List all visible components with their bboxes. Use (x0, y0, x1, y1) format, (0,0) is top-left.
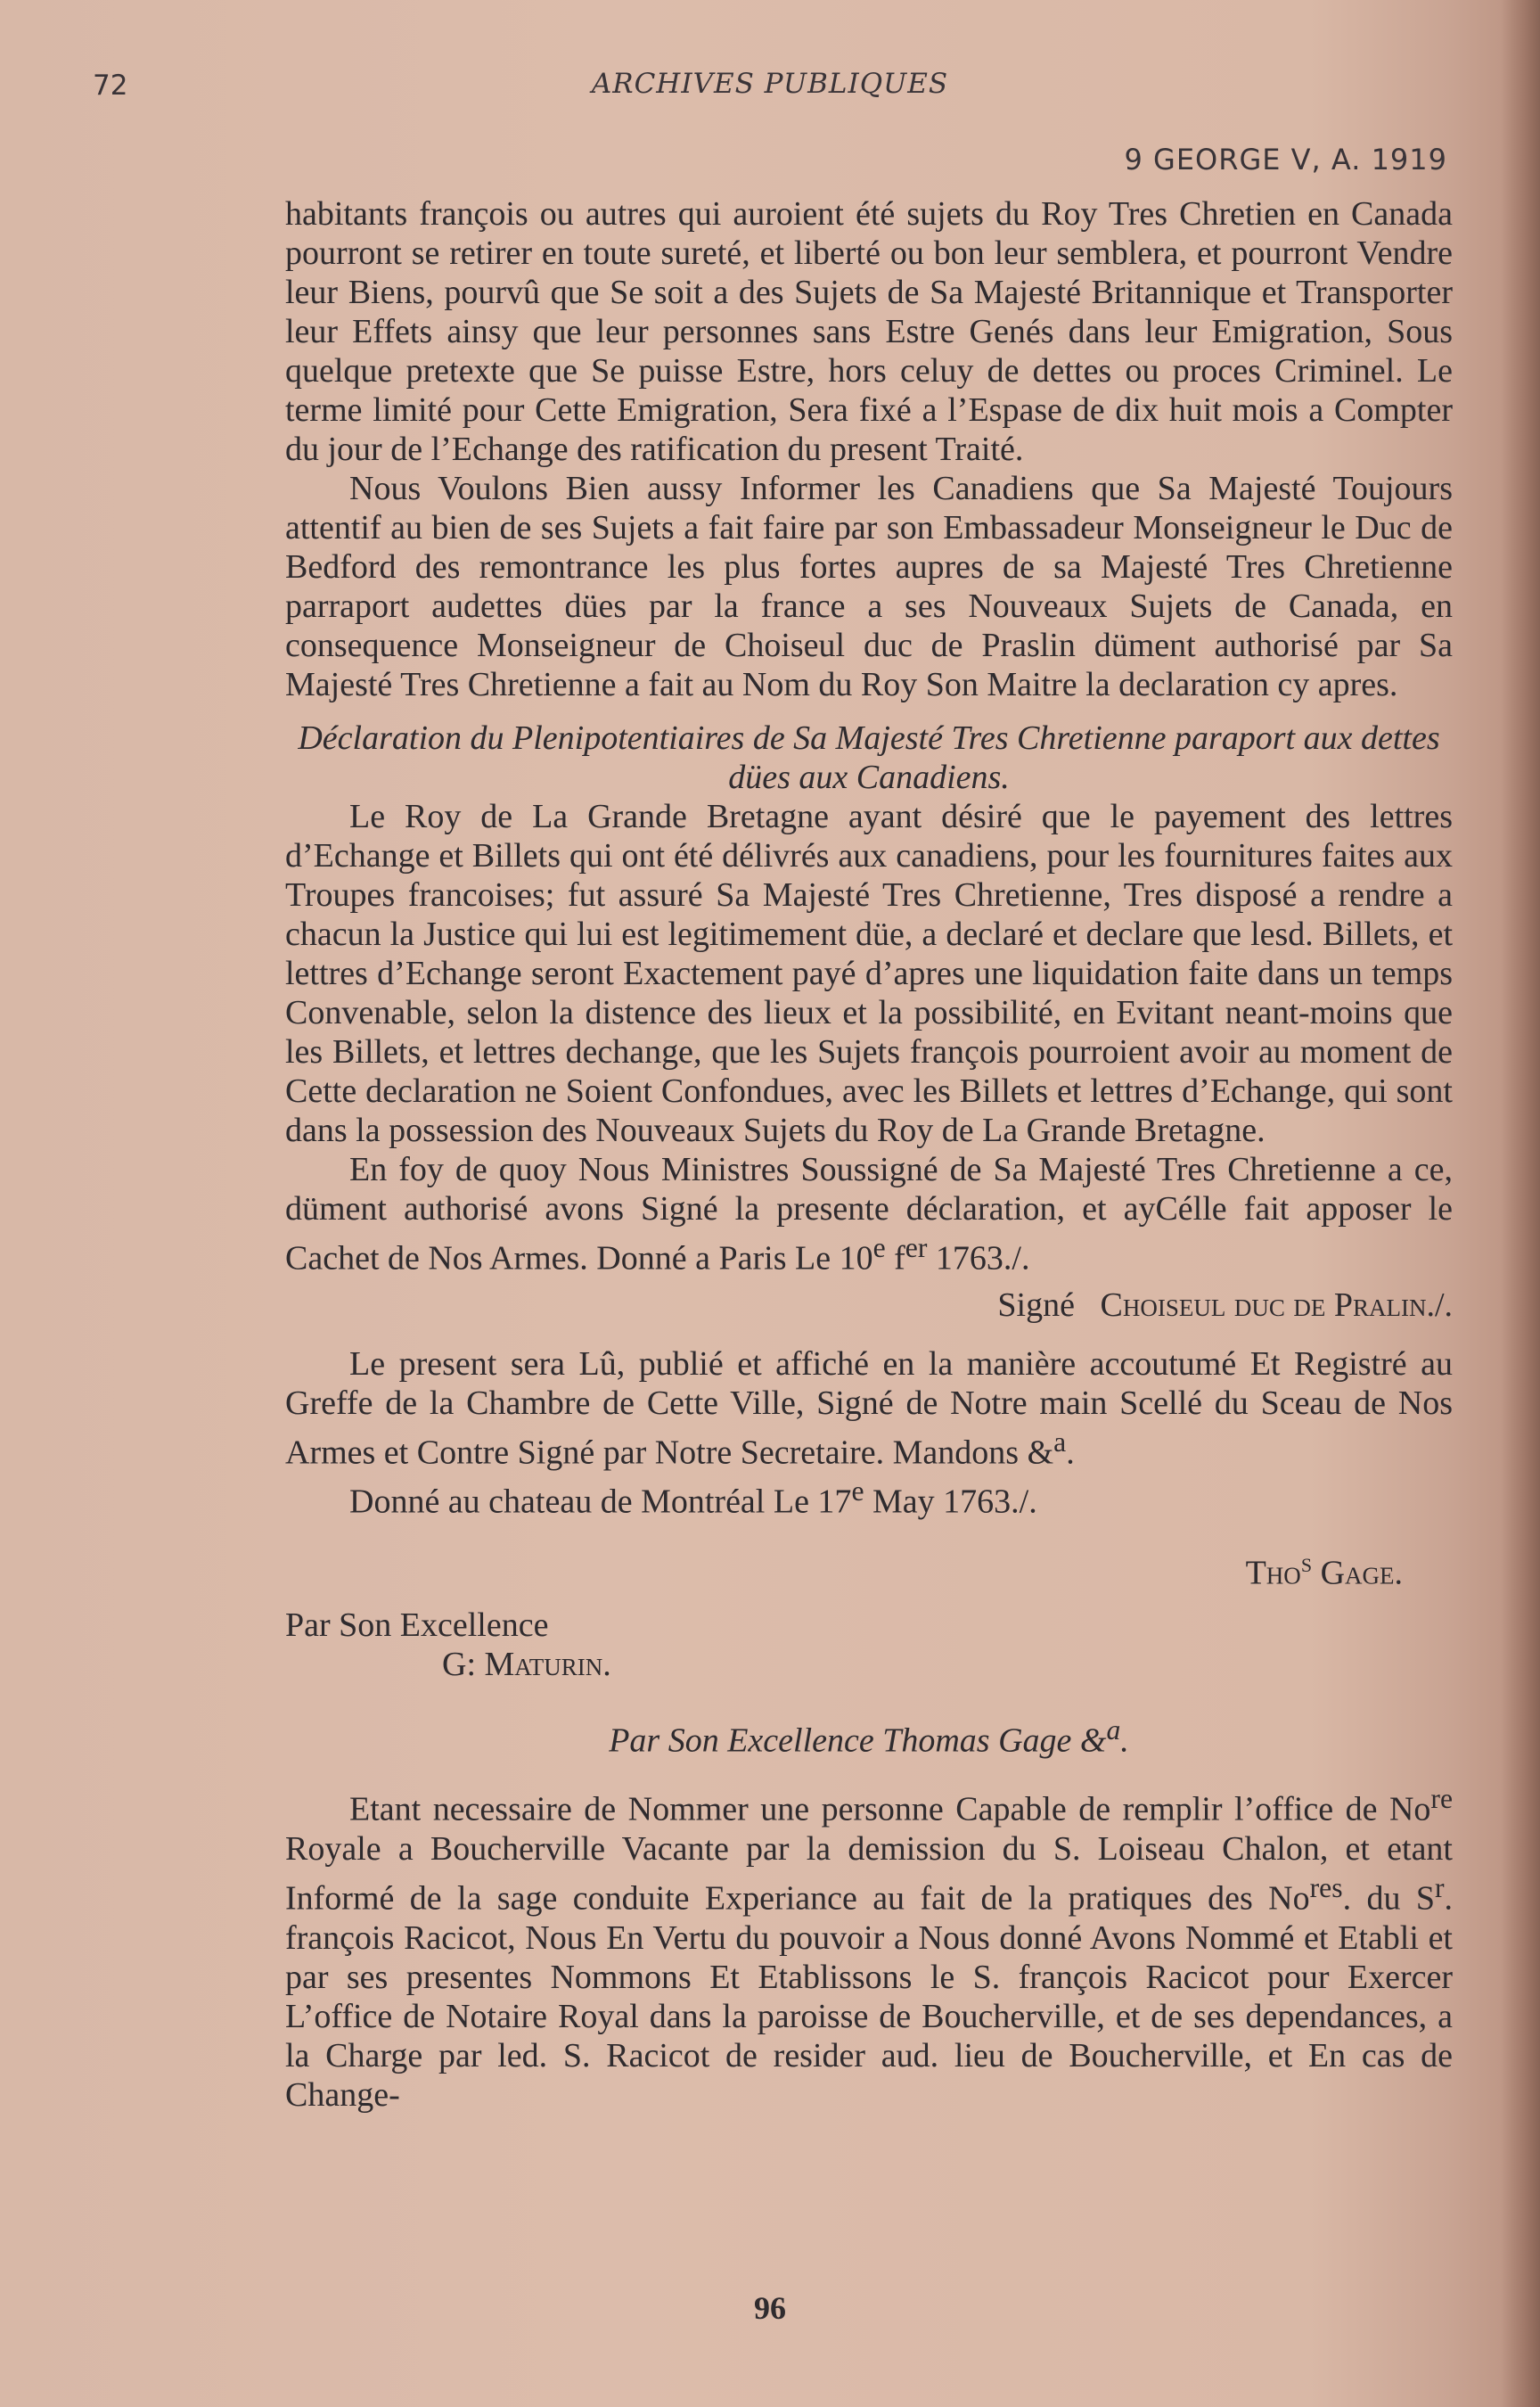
en-foy-text: En foy de quoy Nous Ministres Soussigné de Sa Majesté Tres Chretienne a ce, düment authorisé avons Signé la presente déclaration, et ayCélle fait apposer le Cachet de Nos Armes. Donné a Paris Le 10 (285, 1151, 1453, 1277)
excellence-end: . (1120, 1721, 1129, 1760)
superscript: s (1300, 1546, 1313, 1578)
en-foy-date: 1763./. (927, 1239, 1030, 1277)
notaire-text: Royale a Boucherville Vacante par la demission du S. Loiseau Chalon, et etant Informé de la sage conduite Experiance au fait de la pratiques des No (285, 1829, 1453, 1918)
dated-end: May 1763./. (864, 1483, 1037, 1521)
superscript: a (1053, 1425, 1067, 1458)
superscript: er (905, 1232, 928, 1263)
signature-line (285, 1286, 1453, 1325)
session-label: 9 GEORGE V, A. 1919 (1124, 143, 1447, 177)
notaire-text: . françois Racicot, Nous En Vertu du pouvoir a Nous donné Avons Nommé et Etabli et par ses presentes Nommons Et Etablissons le S. françois Racicot pour Exercer L’office de Notaire Royal dans la paroisse de Boucherville, et de ses dependances, a la Charge par led. S. Racicot de resider aud. lieu de Boucherville, et En cas de Change- (285, 1879, 1453, 2114)
body-text (285, 194, 1453, 2115)
gage-signature (285, 1543, 1453, 1593)
superscript: r (1434, 1871, 1445, 1903)
signed-word: Signé (997, 1286, 1075, 1324)
book-spine-shadow (1501, 0, 1540, 2407)
paragraph-continuation: habitants françois ou autres qui auroient été sujets du Roy Tres Chretien en Canada pourront se retirer en toute sureté, et liberté ou bon leur semblera, et pourront Vendre leur Biens, pourvû que Se soit a des Sujets de Sa Majesté Britannique et Transporter leur Effets ainsy que leur personnes sans Estre Genés dans leur Emigration, Sous quelque pretexte que Se puisse Estre, hors celuy de dettes ou proces Criminel. Le terme limité pour Cette Emigration, Sera fixé a l’Espase de dix huit mois a Compter du jour de l’Echange des ratification du present Traité. (285, 195, 1453, 468)
dated-text: Donné au chateau de Montréal Le 17 (349, 1483, 852, 1521)
publication-text: Le present sera Lû, publié et affiché en la manière accoutumé Et Registré au Greffe de la Chambre de Cette Ville, Signé de Notre main Scellé du Sceau de Nos Armes et Contre Signé par Notre Secretaire. Mandons & (285, 1344, 1453, 1472)
declaration-heading: Déclaration du Plenipotentiaires de Sa Majesté Tres Chretienne paraport aux dettes dües aux Canadiens. (298, 719, 1440, 796)
running-head: ARCHIVES PUBLIQUES (591, 68, 949, 100)
maturin-signature: G: Maturin. (442, 1645, 611, 1683)
superscript: re (1430, 1783, 1453, 1815)
dated-line (285, 1472, 1453, 1522)
paragraph-notaire (285, 1779, 1453, 2114)
superscript: e (872, 1232, 886, 1263)
paragraph-declaration: Le Roy de La Grande Bretagne ayant désiré que le payement des lettres d’Echange et Billets qui ont été délivrés aux canadiens, pour les fournitures faites aux Troupes francoises; fut assuré Sa Majesté Tres Chretienne, Tres disposé a rendre a chacun la Justice qui lui est legitimement düe, a declaré et declare que lesd. Billets, et lettres d’Echange seront Exactement payé d’apres une liquidation faite dans un temps Convenable, selon la distence des lieux et la possibilité, en Evitant neant-moins que les Billets, et lettres dechange, que les Sujets françois pourroient avoir au moment de Cette declaration ne Soient Confondues, avec les Billets et lettres d’Echange, qui sont dans la possession des Nouveaux Sujets du Roy de La Grande Bretagne. (285, 798, 1453, 1149)
folio-number: 96 (754, 2290, 786, 2326)
publication-end: . (1066, 1434, 1075, 1472)
en-foy-text: f (885, 1239, 905, 1277)
superscript: a (1106, 1713, 1121, 1746)
paragraph-informer: Nous Voulons Bien aussy Informer les Canadiens que Sa Majesté Toujours attentif au bien de ses Sujets a fait faire par son Embassadeur Monseigneur le Duc de Bedford des remontrance les plus fortes aupres de sa Majesté Tres Chretienne parraport audettes dües par la france a ses Nouveaux Sujets de Canada, en consequence Monseigneur de Choiseul duc de Praslin düment authorisé par Sa Majesté Tres Chretienne a fait au Nom du Roy Son Maitre la declaration cy apres. (285, 470, 1453, 703)
notaire-text: Etant necessaire de Nommer une personne Capable de remplir l’office de No (349, 1790, 1431, 1828)
signatory-name: Choiseul duc de Pralin./. (1100, 1286, 1453, 1324)
page-number: 72 (93, 70, 128, 102)
paragraph-en-foy (285, 1150, 1453, 1278)
notaire-text: . du S (1342, 1879, 1435, 1918)
gage-first: Tho (1245, 1554, 1301, 1592)
excellence-text: Par Son Excellence Thomas Gage & (609, 1721, 1107, 1760)
superscript: e (851, 1475, 864, 1507)
paragraph-publication (285, 1344, 1453, 1473)
par-son-excellence: Par Son Excellence (285, 1606, 549, 1644)
gage-last: Gage. (1312, 1554, 1403, 1592)
superscript: res (1309, 1871, 1343, 1903)
excellence-heading (285, 1711, 1453, 1761)
